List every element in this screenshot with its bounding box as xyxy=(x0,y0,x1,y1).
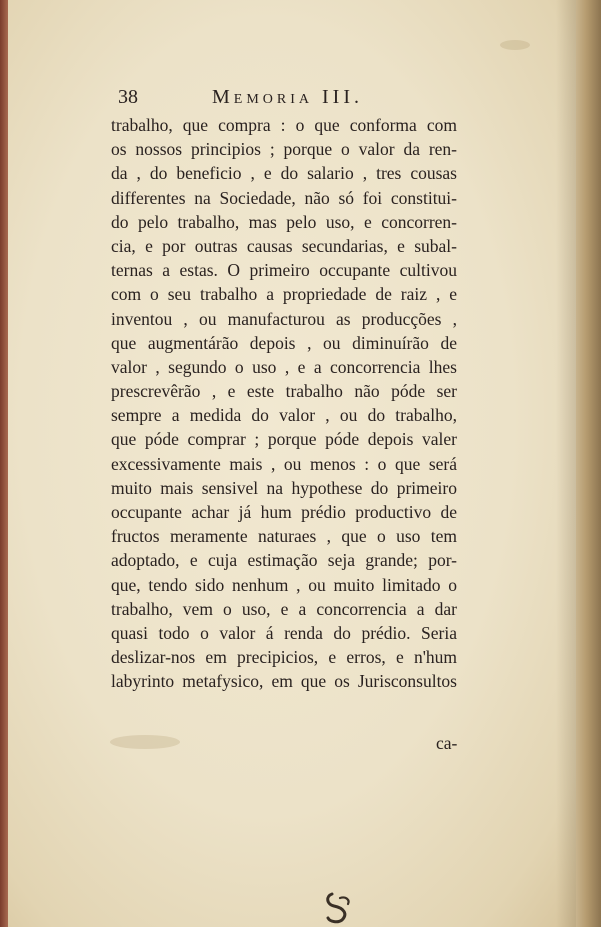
text-line: com o seu trabalho a propriedade de raiz , e xyxy=(111,284,457,305)
text-line: excessivamente mais , ou menos : o que será xyxy=(111,453,457,474)
text-line: valor , segundo o uso , e a concorrencia lhes xyxy=(111,356,457,377)
page-number: 38 xyxy=(118,86,138,108)
text-line: inventou , ou manufacturou as producções , xyxy=(111,308,457,329)
text-line: quasi todo o valor á renda do prédio. Seria xyxy=(111,622,457,643)
foxing-stain xyxy=(500,40,530,50)
body-text xyxy=(111,113,457,694)
text-line: que póde comprar ; porque póde depois valer xyxy=(111,429,457,450)
text-line: occupante achar já hum prédio productivo de xyxy=(111,502,457,522)
text-line: que, tendo sido nenhum , ou muito limitado o xyxy=(111,574,457,595)
binding-edge xyxy=(0,0,8,927)
text-line: adoptado, e cuja estimação seja grande; por- xyxy=(111,550,457,571)
text-line: sempre a medida do valor , ou do trabalho, xyxy=(111,405,457,426)
text-line: da , do beneficio , e do salario , tres cousas xyxy=(111,163,457,184)
text-line: ternas a estas. O primeiro occupante cultivou xyxy=(111,260,457,281)
text-line: muito mais sensivel na hypothese do primeiro xyxy=(111,477,457,498)
running-title: Memoria III. xyxy=(212,86,363,108)
text-line: prescrevêrão , e este trabalho não póde ser xyxy=(111,381,457,402)
text-line: que augmentárão depois , ou diminuírão de xyxy=(111,332,457,353)
text-line: labyrinto metafysico, em que os Jurisconsultos xyxy=(111,671,457,692)
text-line: differentes na Sociedade, não só foi constitui- xyxy=(111,187,457,208)
page-header xyxy=(118,86,418,112)
text-line: trabalho, vem o uso, e a concorrencia a dar xyxy=(111,598,457,619)
text-line: os nossos principios ; porque o valor da ren- xyxy=(111,139,457,160)
foxing-stain xyxy=(110,735,180,749)
text-line: deslizar-nos em precipicios, e erros, e n'hum xyxy=(111,647,457,668)
gutter-shadow xyxy=(556,0,578,927)
text-line: do pelo trabalho, mas pelo uso, e concorren- xyxy=(111,211,457,232)
text-line: trabalho, que compra : o que conforma com xyxy=(111,115,457,135)
book-spine xyxy=(576,0,601,927)
library-stamp-mark xyxy=(322,888,356,924)
text-line: cia, e por outras causas secundarias, e subal- xyxy=(111,235,457,256)
catchword: ca- xyxy=(436,733,458,753)
text-line: fructos meramente naturaes , que o uso tem xyxy=(111,526,457,547)
